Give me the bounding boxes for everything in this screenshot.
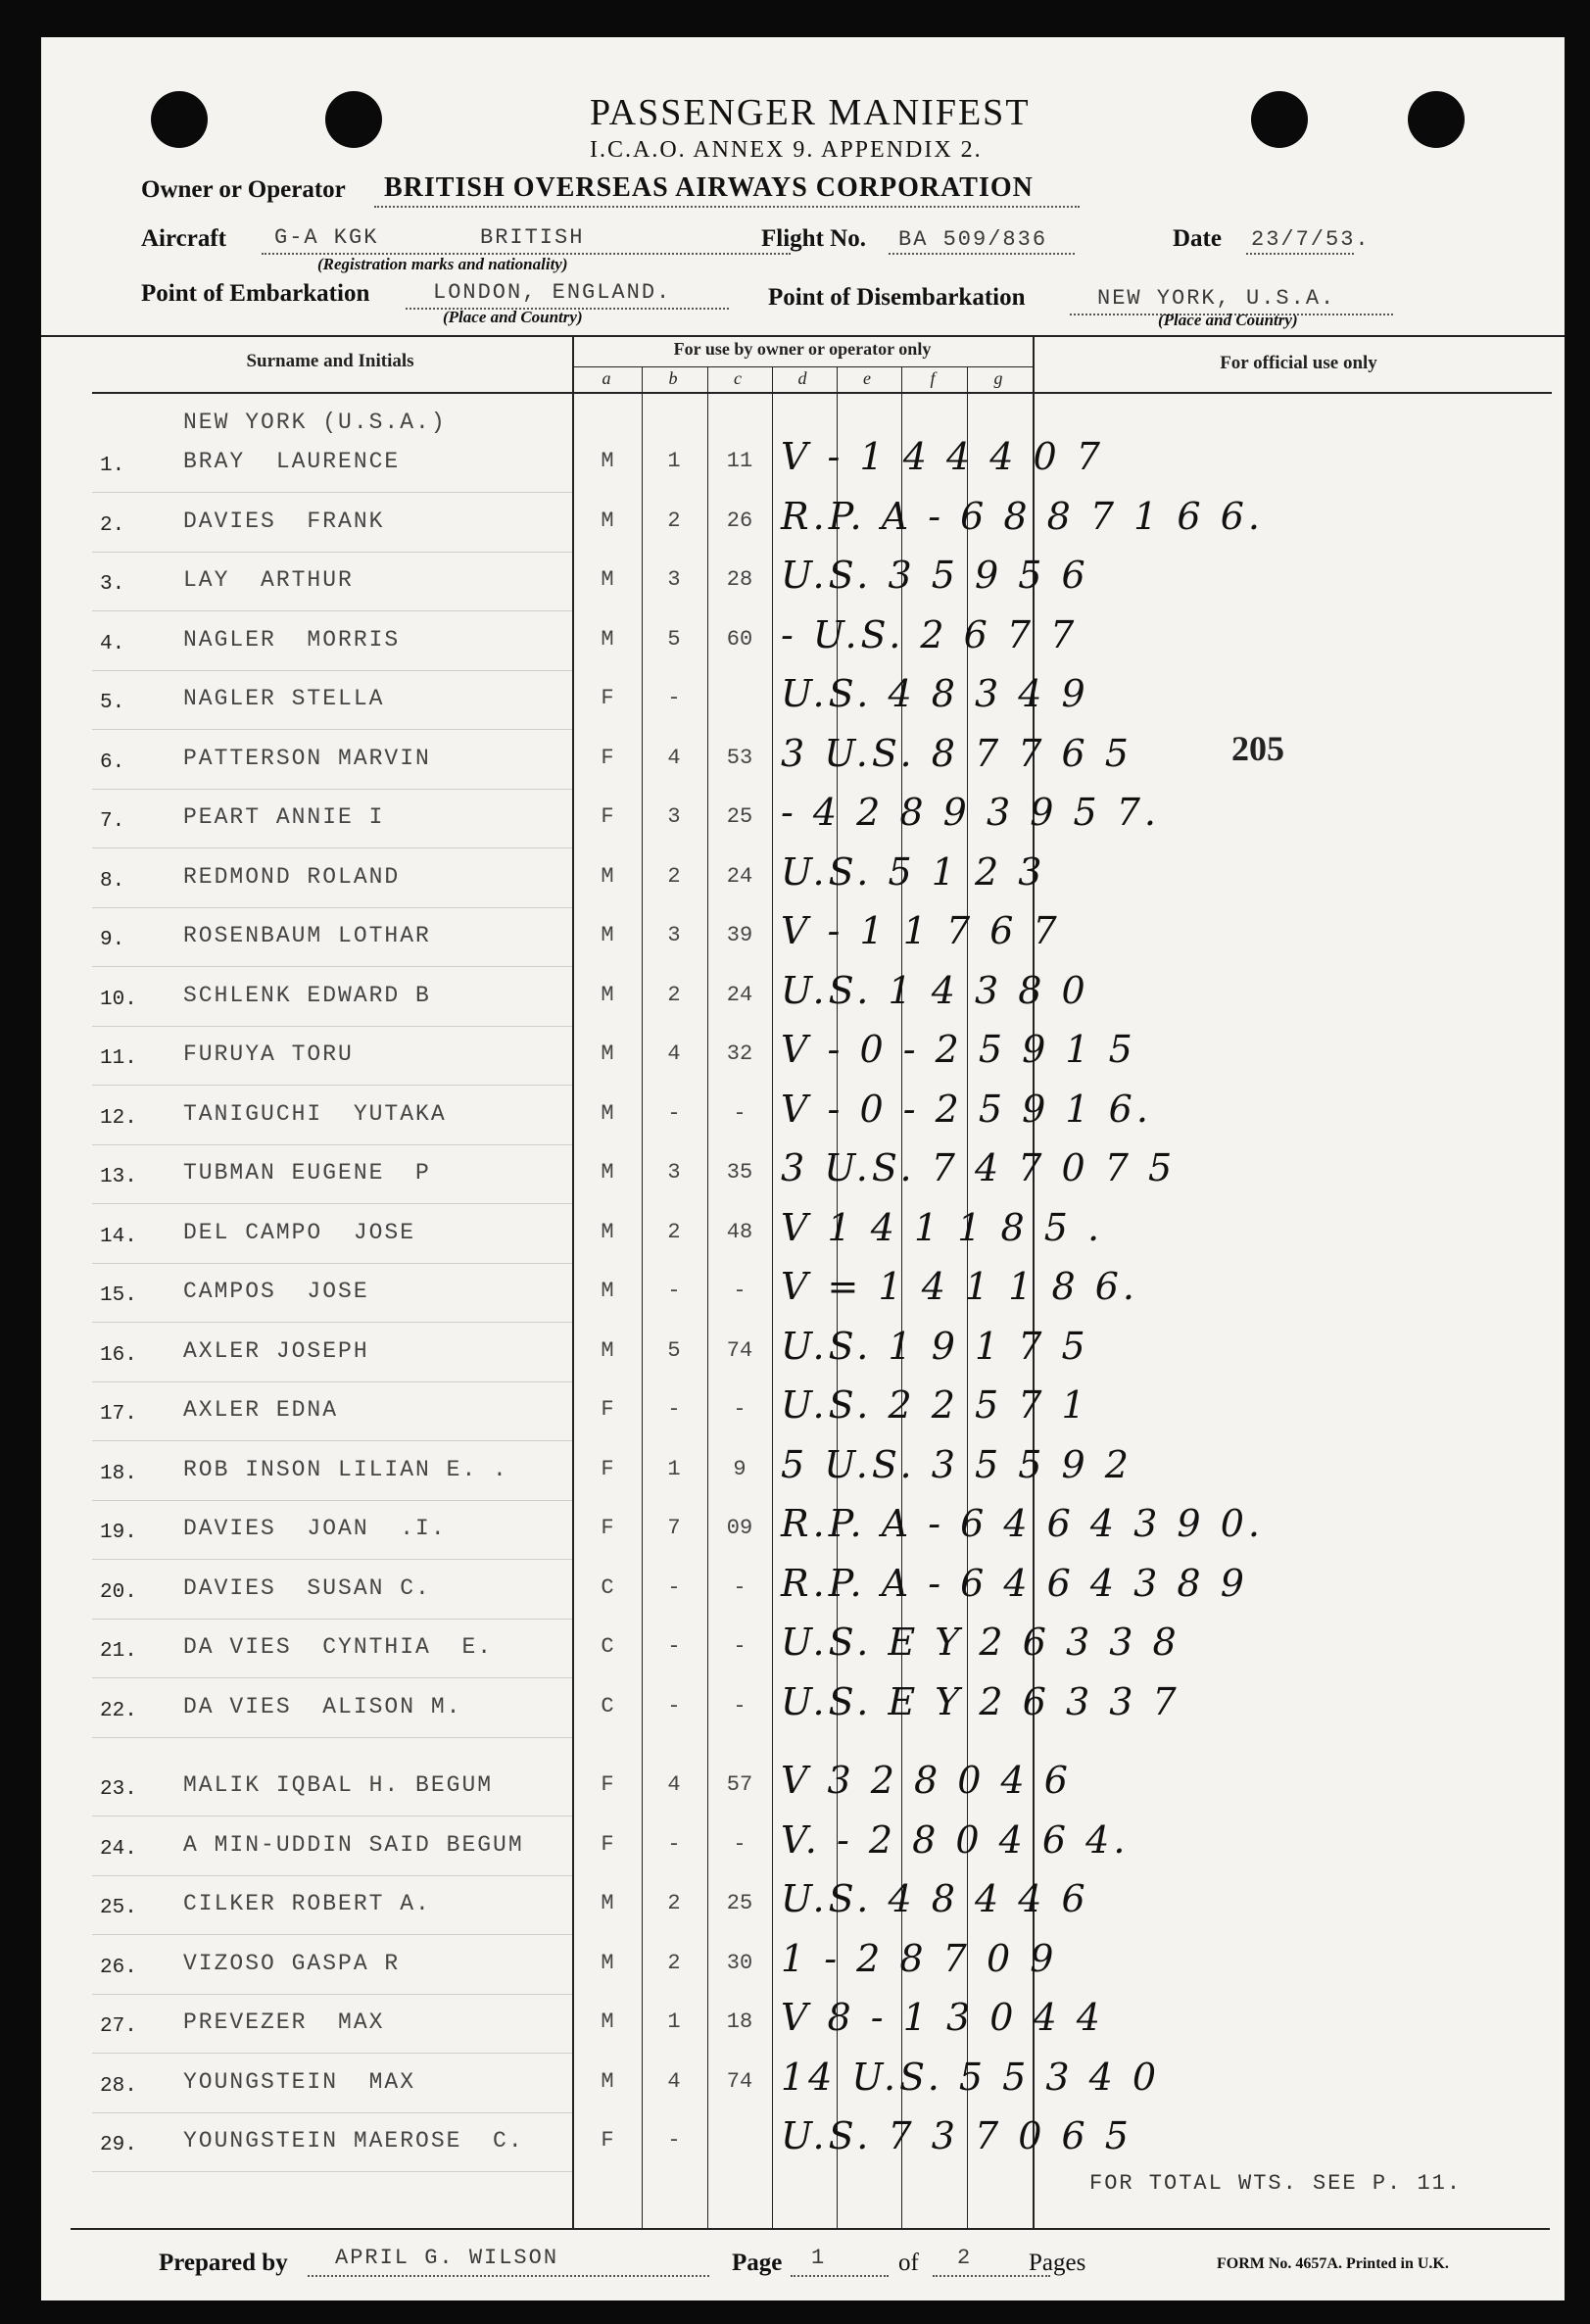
cell-sex: F (601, 804, 614, 829)
cell-c: 74 (726, 1338, 753, 1363)
cell-c: 28 (726, 567, 753, 592)
handwritten-passport: U.S. 2 2 5 7 1 (781, 1383, 1089, 1427)
cell-b: 4 (667, 2069, 681, 2094)
page-label: Page (732, 2250, 783, 2276)
subcol-e: e (863, 368, 871, 388)
cell-sex: M (601, 1160, 614, 1185)
row-number: 8. (100, 870, 125, 893)
handwritten-passport: V - 1 4 4 4 0 7 (781, 435, 1104, 478)
row-number: 23. (100, 1778, 137, 1801)
aircraft-label: Aircraft (141, 225, 226, 252)
row-separator (92, 847, 572, 848)
handwritten-passport: R.P. A - 6 4 6 4 3 9 0. (781, 1502, 1264, 1545)
row-separator (92, 670, 572, 671)
row-number: 3. (100, 573, 125, 596)
cell-c: 09 (726, 1516, 753, 1540)
row-number: 6. (100, 751, 125, 774)
row-separator (92, 492, 572, 493)
row-number: 4. (100, 633, 125, 655)
cell-c: 74 (726, 2069, 753, 2094)
row-separator (92, 1875, 572, 1876)
row-separator (92, 1026, 572, 1027)
passenger-name: ROSENBAUM LOTHAR (183, 923, 431, 948)
row-separator (92, 907, 572, 908)
cell-b: 4 (667, 1041, 681, 1066)
row-number: 21. (100, 1640, 137, 1663)
handwritten-passport: R.P. A - 6 8 8 7 1 6 6. (781, 495, 1264, 538)
cell-c: - (733, 1397, 747, 1422)
cell-b: - (667, 1832, 681, 1857)
row-separator (92, 729, 572, 730)
cell-sex: F (601, 746, 614, 770)
passenger-name: DA VIES ALISON M. (183, 1694, 462, 1719)
cell-b: 3 (667, 567, 681, 592)
flight-label: Flight No. (761, 225, 866, 252)
cell-c: 25 (726, 1891, 753, 1915)
cell-b: 3 (667, 923, 681, 947)
row-separator (92, 610, 572, 611)
row-number: 10. (100, 989, 137, 1011)
handwritten-passport: U.S. 1 4 3 8 0 (781, 969, 1089, 1012)
row-separator (92, 2112, 572, 2113)
aircraft-note: (Registration marks and nationality) (317, 255, 568, 273)
cell-b: 2 (667, 983, 681, 1007)
row-separator (92, 1440, 572, 1441)
passenger-name: AXLER EDNA (183, 1397, 339, 1423)
passenger-name: AXLER JOSEPH (183, 1338, 369, 1364)
cell-c: 60 (726, 627, 753, 652)
cell-sex: M (601, 1951, 614, 1975)
cell-sex: F (601, 686, 614, 710)
handwritten-passport: 3 U.S. 7 4 7 0 7 5 (781, 1146, 1177, 1189)
pages-label: Pages (1029, 2250, 1086, 2276)
row-separator (92, 1619, 572, 1620)
row-number: 18. (100, 1463, 137, 1485)
cell-c: 53 (726, 746, 753, 770)
cell-c: - (733, 1694, 747, 1719)
cell-c: 18 (726, 2009, 753, 2034)
aircraft-nationality: BRITISH (480, 225, 585, 250)
passenger-name: VIZOSO GASPA R (183, 1951, 401, 1976)
row-separator (92, 2053, 572, 2054)
passenger-name: NAGLER MORRIS (183, 627, 401, 653)
passenger-name: DA VIES CYNTHIA E. (183, 1634, 494, 1660)
row-separator (92, 1144, 572, 1145)
embark-label: Point of Embarkation (141, 280, 370, 307)
cell-c: - (733, 1634, 747, 1659)
row-separator (92, 2171, 572, 2172)
row-number: 20. (100, 1581, 137, 1604)
passenger-name: BRAY LAURENCE (183, 449, 401, 474)
cell-sex: M (601, 2009, 614, 2034)
handwritten-passport: 1 - 2 8 7 0 9 (781, 1937, 1058, 1980)
row-number: 29. (100, 2134, 137, 2156)
cell-sex: F (601, 1832, 614, 1857)
cell-b: - (667, 1634, 681, 1659)
owner-value: BRITISH OVERSEAS AIRWAYS CORPORATION (384, 172, 1034, 203)
punch-hole (1408, 91, 1465, 148)
row-separator (92, 1559, 572, 1560)
handwritten-passport: V - 0 - 2 5 9 1 6. (781, 1088, 1152, 1131)
handwritten-passport: U.S. 4 8 4 4 6 (781, 1877, 1089, 1920)
cell-sex: M (601, 1279, 614, 1303)
passenger-name: CILKER ROBERT A. (183, 1891, 431, 1916)
disembark-label: Point of Disembarkation (768, 284, 1026, 311)
manifest-sheet (41, 37, 1565, 2300)
passenger-name: PREVEZER MAX (183, 2009, 385, 2035)
row-separator (92, 1677, 572, 1678)
subcol-g: g (993, 368, 1003, 388)
cell-b: 2 (667, 1220, 681, 1244)
handwritten-passport: V - 1 1 7 6 7 (781, 909, 1061, 952)
row-number: 1. (100, 455, 125, 477)
cell-c: 32 (726, 1041, 753, 1066)
row-number: 22. (100, 1700, 137, 1722)
prepared-value: APRIL G. WILSON (335, 2246, 559, 2270)
flight-value: BA 509/836 (898, 227, 1048, 252)
cell-sex: M (601, 1891, 614, 1915)
cell-c: 35 (726, 1160, 753, 1185)
cell-sex: M (601, 449, 614, 473)
handwritten-passport: V - 0 - 2 5 9 1 5 (781, 1028, 1136, 1071)
owner-label: Owner or Operator (141, 176, 346, 203)
subcol-a: a (602, 368, 611, 388)
destination-label: NEW YORK (U.S.A.) (183, 410, 447, 435)
passenger-name: CAMPOS JOSE (183, 1279, 369, 1304)
row-number: 25. (100, 1897, 137, 1919)
cell-sex: M (601, 1338, 614, 1363)
of-label: of (898, 2250, 919, 2276)
cell-b: 2 (667, 1891, 681, 1915)
cell-b: 1 (667, 449, 681, 473)
row-number: 24. (100, 1838, 137, 1861)
aircraft-value: G-A KGK (274, 225, 379, 250)
row-number: 9. (100, 929, 125, 951)
cell-c: 24 (726, 864, 753, 889)
passenger-name: TANIGUCHI YUTAKA (183, 1101, 447, 1127)
handwritten-passport: 5 U.S. 3 5 5 9 2 (781, 1443, 1132, 1486)
passenger-name: PATTERSON MARVIN (183, 746, 431, 771)
form-number: FORM No. 4657A. Printed in U.K. (1217, 2255, 1449, 2272)
passenger-name: ROB INSON LILIAN E. . (183, 1457, 508, 1482)
handwritten-passport: U.S. 7 3 7 0 6 5 (781, 2114, 1132, 2157)
handwritten-passport: U.S. E Y 2 6 3 3 7 (781, 1680, 1180, 1723)
row-number: 7. (100, 810, 125, 833)
passenger-name: YOUNGSTEIN MAEROSE C. (183, 2128, 524, 2154)
cell-b: - (667, 1279, 681, 1303)
handwritten-passport: - 4 2 8 9 3 9 5 7. (781, 791, 1160, 834)
row-number: 19. (100, 1522, 137, 1544)
handwritten-passport: U.S. 4 8 3 4 9 (781, 672, 1089, 715)
prepared-label: Prepared by (159, 2250, 288, 2276)
row-number: 26. (100, 1957, 137, 1979)
cell-c: 57 (726, 1772, 753, 1797)
row-number: 2. (100, 514, 125, 537)
subcol-d: d (797, 368, 807, 388)
cell-b: 4 (667, 1772, 681, 1797)
row-separator (92, 789, 572, 790)
cell-sex: F (601, 1397, 614, 1422)
row-number: 17. (100, 1403, 137, 1426)
cell-sex: C (601, 1694, 614, 1719)
row-number: 11. (100, 1047, 137, 1070)
cell-c: - (733, 1575, 747, 1600)
cell-sex: M (601, 864, 614, 889)
passenger-name: FURUYA TORU (183, 1041, 354, 1067)
col-official-header: For official use only (1220, 353, 1377, 373)
col-owner-header: For use by owner or operator only (673, 339, 932, 359)
passenger-name: REDMOND ROLAND (183, 864, 401, 890)
cell-c: 25 (726, 804, 753, 829)
cell-b: - (667, 1575, 681, 1600)
cell-c: 39 (726, 923, 753, 947)
cell-c: 9 (733, 1457, 747, 1481)
cell-b: 2 (667, 1951, 681, 1975)
passenger-name: A MIN-UDDIN SAID BEGUM (183, 1832, 524, 1858)
cell-c: 11 (726, 449, 753, 473)
cell-sex: M (601, 1101, 614, 1126)
row-number: 14. (100, 1226, 137, 1248)
handwritten-passport: - U.S. 2 6 7 7 (781, 613, 1079, 656)
disembark-note: (Place and Country) (1158, 311, 1298, 329)
punch-hole (151, 91, 208, 148)
passenger-name: NAGLER STELLA (183, 686, 385, 711)
cell-b: 5 (667, 1338, 681, 1363)
date-label: Date (1173, 225, 1222, 252)
cell-b: 5 (667, 627, 681, 652)
cell-sex: C (601, 1634, 614, 1659)
row-separator (92, 1322, 572, 1323)
passenger-name: SCHLENK EDWARD B (183, 983, 431, 1008)
cell-b: 3 (667, 804, 681, 829)
subcol-b: b (668, 368, 678, 388)
row-separator (92, 1934, 572, 1935)
passenger-name: DEL CAMPO JOSE (183, 1220, 416, 1245)
date-value: 23/7/53. (1251, 227, 1371, 252)
handwritten-passport: 14 U.S. 5 5 3 4 0 (781, 2056, 1161, 2099)
row-separator (92, 1500, 572, 1501)
cell-b: - (667, 1694, 681, 1719)
cell-sex: M (601, 983, 614, 1007)
cell-b: 2 (667, 864, 681, 889)
total-note: FOR TOTAL WTS. SEE P. 11. (1089, 2171, 1463, 2196)
cell-b: 7 (667, 1516, 681, 1540)
row-separator (92, 1994, 572, 1995)
cell-c: 24 (726, 983, 753, 1007)
handwritten-passport: V 8 - 1 3 0 4 4 (781, 1996, 1104, 2039)
cell-sex: F (601, 1457, 614, 1481)
cell-c: 26 (726, 508, 753, 533)
row-number: 15. (100, 1284, 137, 1307)
row-separator (92, 1737, 572, 1738)
col-surname-header: Surname and Initials (246, 351, 414, 371)
cell-c: 48 (726, 1220, 753, 1244)
row-number: 28. (100, 2075, 137, 2098)
cell-sex: M (601, 2069, 614, 2094)
row-separator (92, 552, 572, 553)
cell-sex: F (601, 1772, 614, 1797)
handwritten-passport: U.S. 1 9 1 7 5 (781, 1325, 1089, 1368)
passenger-name: LAY ARTHUR (183, 567, 354, 593)
row-number: 13. (100, 1166, 137, 1188)
handwritten-passport: U.S. E Y 2 6 3 3 8 (781, 1621, 1180, 1664)
row-separator (92, 1263, 572, 1264)
embark-note: (Place and Country) (443, 308, 583, 326)
row-number: 5. (100, 692, 125, 714)
cell-c: 30 (726, 1951, 753, 1975)
punch-hole (325, 91, 382, 148)
cell-sex: M (601, 1041, 614, 1066)
of-value: 2 (957, 2246, 973, 2270)
cell-sex: M (601, 1220, 614, 1244)
subcol-c: c (734, 368, 742, 388)
cell-sex: F (601, 2128, 614, 2153)
handwritten-passport: R.P. A - 6 4 6 4 3 8 9 (781, 1562, 1248, 1605)
row-separator (92, 1381, 572, 1382)
official-stamp: 205 (1231, 729, 1284, 768)
cell-c: - (733, 1279, 747, 1303)
cell-sex: M (601, 627, 614, 652)
cell-b: - (667, 2128, 681, 2153)
page-value: 1 (811, 2246, 827, 2270)
cell-sex: M (601, 567, 614, 592)
handwritten-passport: V = 1 4 1 1 8 6. (781, 1265, 1138, 1308)
embark-value: LONDON, ENGLAND. (433, 280, 672, 305)
passenger-name: MALIK IQBAL H. BEGUM (183, 1772, 494, 1798)
cell-b: - (667, 1101, 681, 1126)
cell-b: 3 (667, 1160, 681, 1185)
cell-b: 1 (667, 1457, 681, 1481)
cell-b: 2 (667, 508, 681, 533)
cell-c: - (733, 1101, 747, 1126)
cell-b: 1 (667, 2009, 681, 2034)
cell-sex: C (601, 1575, 614, 1600)
row-number: 16. (100, 1344, 137, 1367)
page-subtitle: I.C.A.O. ANNEX 9. APPENDIX 2. (590, 137, 983, 163)
handwritten-passport: 3 U.S. 8 7 7 6 5 (781, 732, 1132, 775)
handwritten-passport: U.S. 3 5 9 5 6 (781, 554, 1089, 597)
disembark-value: NEW YORK, U.S.A. (1097, 286, 1336, 311)
subcol-f: f (930, 368, 936, 388)
handwritten-passport: V. - 2 8 0 4 6 4. (781, 1818, 1130, 1862)
row-separator (92, 1203, 572, 1204)
row-number: 12. (100, 1107, 137, 1130)
passenger-name: TUBMAN EUGENE P (183, 1160, 431, 1186)
page-title: PASSENGER MANIFEST (590, 92, 1031, 133)
passenger-name: DAVIES SUSAN C. (183, 1575, 431, 1601)
row-separator (92, 966, 572, 967)
row-separator (92, 1085, 572, 1086)
row-number: 27. (100, 2015, 137, 2038)
passenger-name: DAVIES FRANK (183, 508, 385, 534)
cell-b: 4 (667, 746, 681, 770)
cell-b: - (667, 686, 681, 710)
handwritten-passport: V 3 2 8 0 4 6 (781, 1759, 1072, 1802)
passenger-name: YOUNGSTEIN MAX (183, 2069, 416, 2095)
handwritten-passport: U.S. 5 1 2 3 (781, 850, 1046, 894)
cell-b: - (667, 1397, 681, 1422)
handwritten-passport: V 1 4 1 1 8 5 . (781, 1206, 1104, 1249)
cell-c: - (733, 1832, 747, 1857)
punch-hole (1251, 91, 1308, 148)
cell-sex: M (601, 923, 614, 947)
passenger-name: DAVIES JOAN .I. (183, 1516, 447, 1541)
cell-sex: F (601, 1516, 614, 1540)
passenger-name: PEART ANNIE I (183, 804, 385, 830)
cell-sex: M (601, 508, 614, 533)
